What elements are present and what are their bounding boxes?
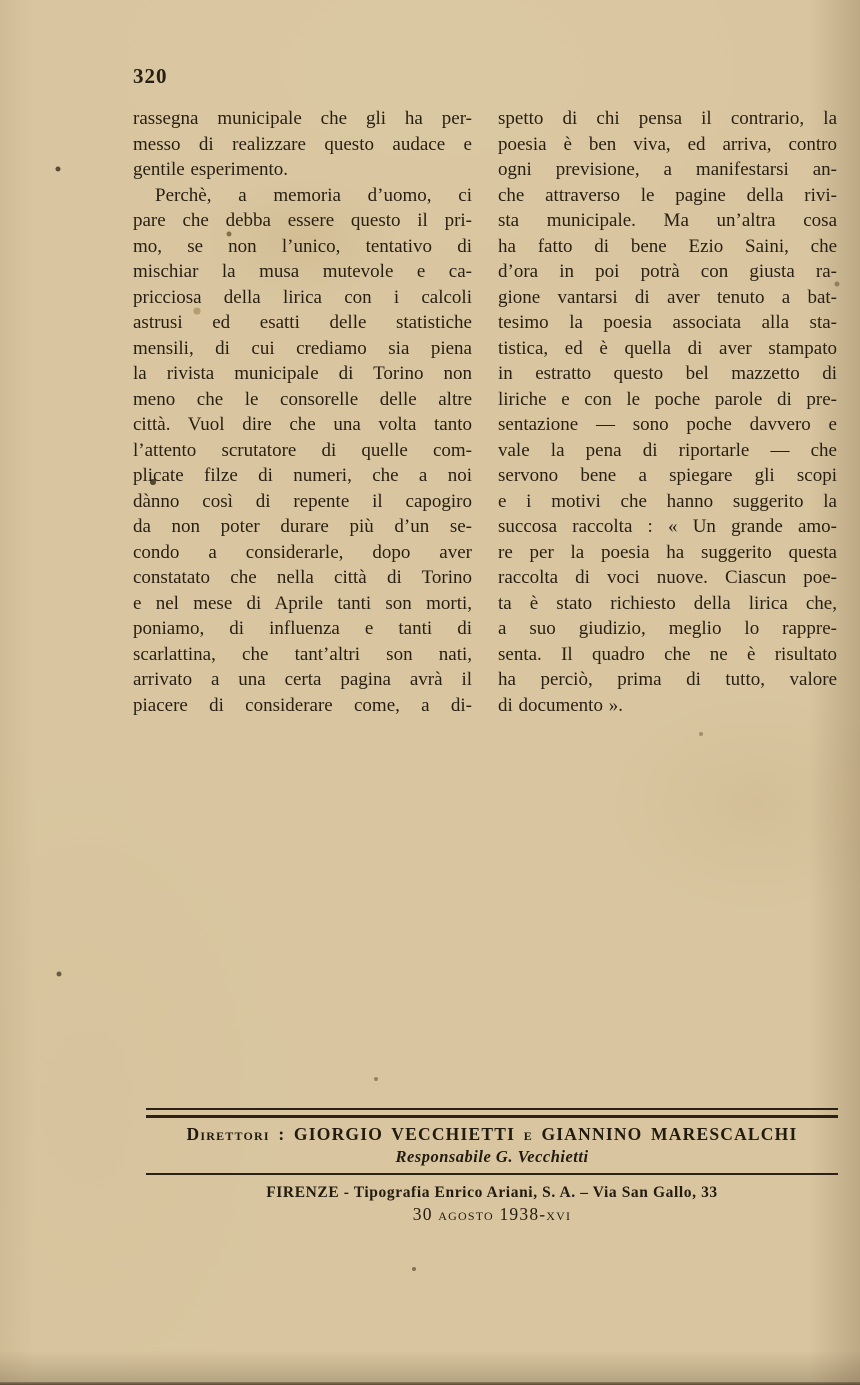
text-line: Perchè, a memoria d’uomo, ci — [155, 184, 472, 206]
text-line: meno che le consorelle delle altre — [133, 388, 472, 410]
text-line: vale la pena di riportarle — che — [498, 439, 837, 461]
text-line: piacere di considerare come, a di- — [133, 694, 472, 716]
print-date: 30 agosto 1938-xvi — [412, 1204, 572, 1224]
text-line: e nel mese di Aprile tanti son morti, — [133, 592, 472, 614]
text-line: ha fatto di bene Ezio Saini, che — [498, 235, 837, 257]
text-line: succosa raccolta : « Un grande amo- — [498, 516, 837, 537]
text-line: liriche e con le poche parole di pre- — [498, 388, 837, 410]
text-line: pare che debba essere questo il pri- — [133, 210, 472, 231]
text-line: constatato che nella città di Torino — [133, 567, 472, 588]
text-line: mischiar la musa mutevole e ca- — [133, 261, 472, 282]
article-body — [133, 106, 838, 718]
responsible-line: Responsabile G. Vecchietti — [395, 1147, 589, 1166]
text-line: pricciosa della lirica con i calcoli — [133, 286, 472, 308]
text-line: mensili, di cui crediamo sia piena — [133, 337, 472, 359]
text-line: plicate filze di numeri, che a noi — [133, 465, 472, 486]
text-line: la rivista municipale di Torino non — [133, 363, 472, 384]
text-line: rassegna municipale che gli ha per- — [133, 108, 472, 129]
text-line: poesia è ben viva, ed arriva, contro — [498, 133, 837, 155]
text-line: senta. Il quadro che ne è risultato — [498, 643, 837, 665]
right-column — [498, 106, 837, 718]
text-line: messo di realizzare questo audace e — [133, 133, 472, 155]
text-line: re per la poesia ha suggerito questa — [498, 541, 837, 563]
text-line: tesimo la poesia associata alla sta- — [498, 312, 837, 333]
text-line: gentile esperimento. — [133, 159, 289, 180]
text-line: scarlattina, che tant’altri son nati, — [133, 643, 472, 665]
text-line: a suo giudizio, meglio lo rappre- — [498, 618, 837, 639]
text-line: l’attento scrutatore di quelle com- — [133, 439, 472, 461]
text-line: sentazione — sono poche davvero e — [498, 414, 837, 435]
imprint-line: FIRENZE - Tipografia Enrico Ariani, S. A. – Via San Gallo, 33 — [266, 1184, 718, 1201]
text-line: raccolta di voci nuove. Ciascun poe- — [498, 567, 837, 588]
text-line: sta municipale. Ma un’altra cosa — [498, 210, 837, 231]
double-rule — [146, 1108, 838, 1118]
text-line: da non poter durare più d’un se- — [133, 516, 472, 537]
text-line: spetto di chi pensa il contrario, la — [498, 108, 837, 129]
text-line: città. Vuol dire che una volta tanto — [133, 414, 472, 435]
text-line: condo a considerarle, dopo aver — [133, 541, 472, 563]
text-line: ogni previsione, a manifestarsi an- — [498, 159, 837, 180]
text-line: dànno così di repente il capogiro — [133, 490, 472, 512]
text-line: che attraverso le pagine della rivi- — [498, 184, 837, 206]
page-number: 320 — [133, 64, 168, 88]
text-line: e i motivi che hanno suggerito la — [498, 490, 837, 512]
text-line: arrivato a una certa pagina avrà il — [133, 669, 472, 690]
text-line: d’ora in poi potrà con giusta ra- — [498, 261, 837, 282]
text-line: in estratto questo bel mazzetto di — [498, 363, 837, 384]
text-line: poniamo, di influenza e tanti di — [133, 618, 472, 639]
text-line: gione vantarsi di aver tenuto a bat- — [498, 286, 837, 308]
text-line: mo, se non l’unico, tentativo di — [133, 235, 472, 257]
text-line: di documento ». — [498, 694, 623, 716]
left-column — [133, 106, 472, 718]
directors-line: Direttori : GIORGIO VECCHIETTI e GIANNINO MARESCALCHI — [186, 1124, 798, 1144]
single-rule — [146, 1173, 838, 1175]
text-line: tistica, ed è quella di aver stampato — [498, 337, 837, 359]
text-line: servono bene a spiegare gli scopi — [498, 465, 837, 486]
colophon — [146, 1108, 838, 1225]
text-line: astrusi ed esatti delle statistiche — [133, 312, 472, 333]
text-line: ha perciò, prima di tutto, valore — [498, 669, 837, 690]
text-line: ta è stato richiesto della lirica che, — [498, 592, 837, 614]
paper-specks — [0, 0, 2, 2]
